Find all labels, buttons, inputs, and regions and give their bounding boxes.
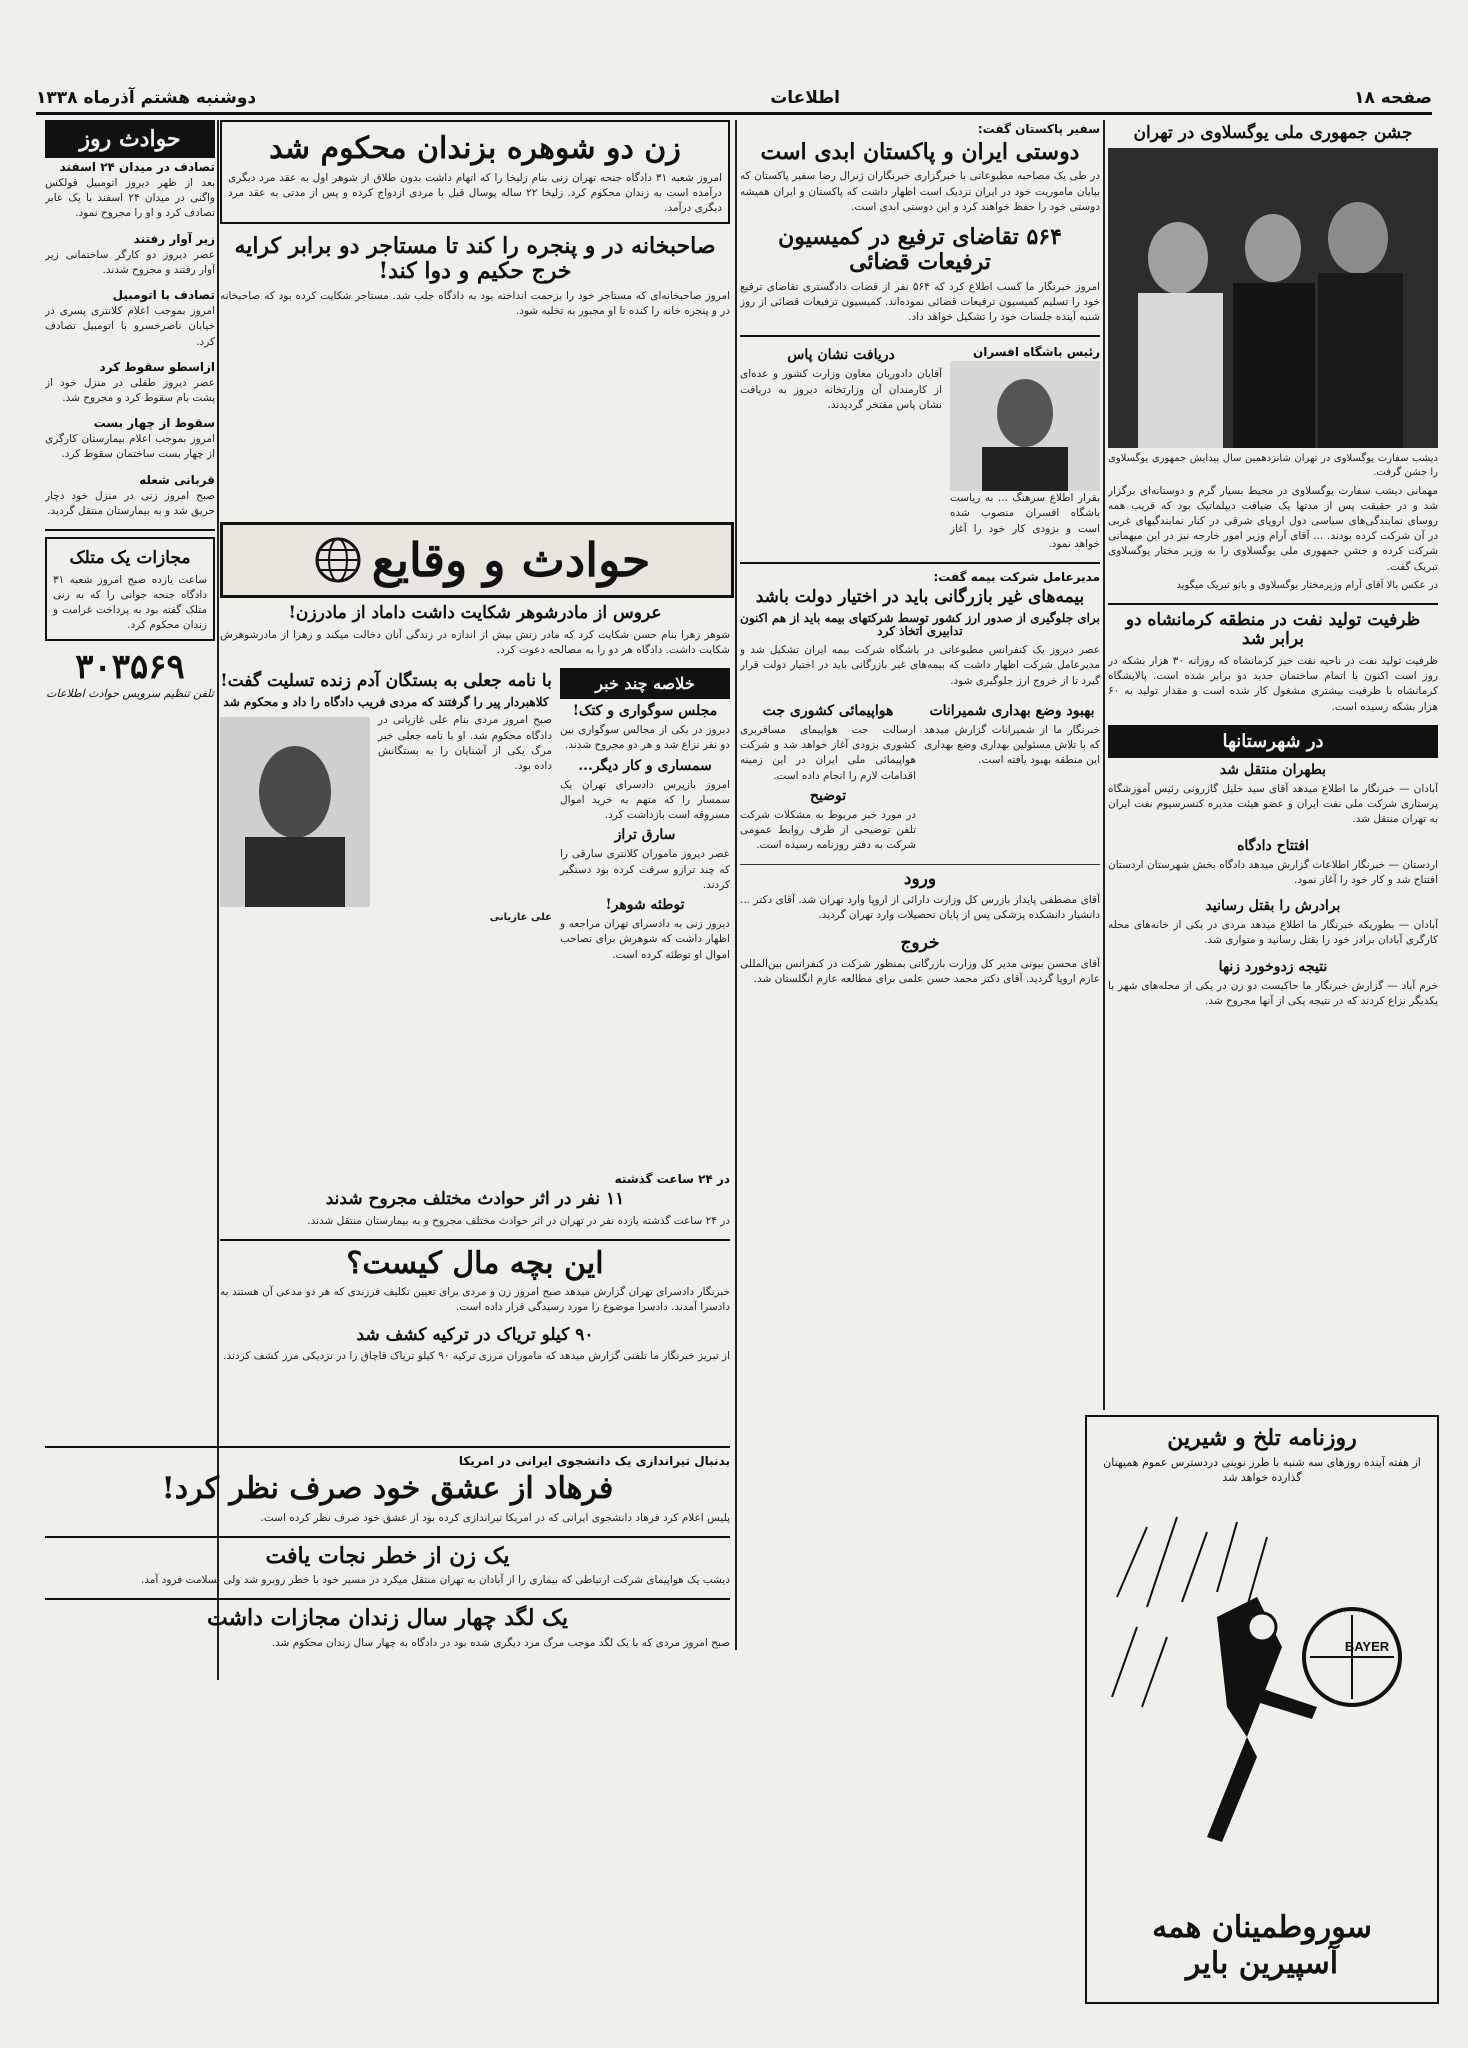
divider: [740, 335, 1100, 337]
story-woman-rescued: [45, 1544, 730, 1589]
headline: این بچه مال کیست؟: [346, 1245, 604, 1281]
headline: بهبود وضع بهداری شمیرانات: [929, 702, 1095, 719]
divider: [740, 562, 1100, 564]
issue-date: دوشنبه هشتم آذرماه ۱۳۳۸: [36, 88, 257, 108]
defendant-photo: [220, 717, 370, 907]
story-body: مهمانی دیشب سفارت یوگسلاوی در محیط بسیار گرم و دوستانه‌ای برگزار شد و در حقیقت پس از مدتها یک ضیافت دیپلماتیک بود که قریب همه روسای نمایندگی‌های سیاسی دول اروپای شرقی در کنار نمایندگیهای غربی در آن شرکت کرده بودند. ... آقای آرام وزیر امور خارجه نیز در این میهمانی شرکت کرده و جشن جمهوری ملی یوگسلاوی را به وزیر مختار یوگسلاوی تبریک گفت.: [1108, 484, 1438, 573]
headline: ۱۱ نفر در اثر حوادث مختلف مجروح شدند: [325, 1189, 625, 1209]
story-accident-square: [45, 160, 215, 222]
headline: ورود: [903, 868, 937, 889]
story-body: شوهر زهرا بنام حسن شکایت کرد که مادر زنش بیش از اندازه در زندگی آنان دخالت میکند و زهرا از مادرشوهرش شکایت داشت. دادگاه هر دو را به مصالحه دعوت کرد.: [220, 628, 730, 656]
story-body: در مورد خبر مربوط به مشکلات شرکت تلفن توضیحی از طرف روابط عمومی شرکت به دفتر روزنامه رسیده است.: [740, 808, 916, 852]
newspaper-name: اطلاعات: [770, 88, 841, 108]
section-label-cities: در شهرستانها: [1108, 725, 1438, 758]
headline: تصادف با اتومبیل: [112, 288, 215, 303]
column-right: [1108, 120, 1438, 1560]
headline: مجلس سوگواری و کتک!: [572, 702, 718, 719]
headline: سقوط از چهار بست: [93, 416, 215, 431]
header-rule: [36, 112, 1432, 115]
story-insurance: [740, 570, 1100, 689]
photo-figures-icon: [1108, 148, 1438, 448]
divider: [740, 864, 1100, 865]
divider: [45, 529, 215, 531]
headline: سمساری و کار دیگر...: [578, 757, 712, 774]
globe-icon: [314, 536, 362, 584]
punishment-box: [45, 537, 215, 641]
story-rubble: [45, 232, 215, 278]
divider: [45, 1446, 730, 1448]
story-car-accident: [45, 288, 215, 350]
headline: سارق تراز: [614, 827, 676, 844]
headline: بطهران منتقل شد: [1219, 761, 1327, 778]
hotline-number: ۳۰۳۵۶۹: [75, 647, 185, 688]
story-court-opening: [1108, 838, 1438, 889]
summary-column: [560, 668, 730, 963]
story-women-fight: [1108, 959, 1438, 1010]
headline: یک لگد چهار سال زندان مجازات داشت: [206, 1605, 568, 1632]
story-body: عصر دیروز ماموران کلانتری سارقی را که چند ترازو سرقت کرده بود دستگیر کردند.: [560, 848, 730, 891]
headline: هواپیمائی کشوری جت: [762, 702, 894, 719]
photo-note: در عکس بالا آقای آرام وزیرمختار یوگسلاوی و بانو تبریک میگوید: [1176, 579, 1438, 591]
story-body: آقای مصطفی پایدار بازرس کل وزارت دارائی از اروپا وارد تهران شد. آقای دکتر ... دانشیار دانشکده پزشکی پس از پایان تحصیلات وارد تهران گردید.: [740, 894, 1100, 922]
officer-photo: [950, 361, 1100, 491]
story-body: عصر دیروز یک کنفرانس مطبوعاتی در باشگاه شرکت بیمه ایران تشکیل شد و مدیرعامل شرکت اظهار داشت که بیمه‌های غیر بازرگانی باید در اختیار دولت قرار گیرد تا از خروج ارز جلوگیری شود.: [740, 644, 1100, 687]
photo-caption: علی غازیانی: [489, 912, 552, 924]
story-body: آقای محسن بیونی مدیر کل وزارت بازرگانی بمنظور شرکت در کنفرانس بین‌المللی عازم اروپا گردید. آقای دکتر محمد حسن علمی برای مطالعه عازم انگلستان شد.: [740, 958, 1100, 986]
bayer-logo-text: BAYER: [1344, 1639, 1390, 1654]
forgery-story: [220, 668, 552, 963]
page-header: [36, 72, 1432, 108]
banner-title: حوادث و وقایع: [371, 533, 651, 587]
story-officers-club: [740, 343, 1100, 552]
headline: توضیح: [809, 787, 847, 804]
story-body: از تبریز خبرنگار ما تلفنی گزارش میدهد که ماموران مرزی ترکیه ۹۰ کیلو تریاک قاچاق را در نزدیکی مرز کشف کردند.: [223, 1350, 730, 1363]
story-body: صبح امروز مردی بنام علی غازیانی در دادگاه محکوم شد. او با نامه جعلی خبر مرگ یکی از آشنایان را به بستگانش داده بود.: [378, 714, 552, 772]
story-kick: [45, 1606, 730, 1651]
section-label-daily: حوادث روز: [45, 120, 215, 158]
story-opium: [220, 1326, 730, 1365]
headline: ۵۶۴ تقاضای ترفیع در کمیسیون ترفیعات قضائی: [778, 223, 1062, 276]
photo-caption: دیشب سفارت یوگسلاوی در تهران شانزدهمین سال پیدایش جمهوری یوگسلاوی را جشن گرفت.: [1108, 452, 1438, 478]
story-transfer: [1108, 762, 1438, 828]
subhead: کلاهبردار پیر را گرفتند که مردی فریب دادگاه را داد و محکوم شد: [223, 694, 549, 709]
headline: خروج: [900, 932, 940, 953]
headline: عروس از مادرشوهر شکایت داشت داماد از مادرزن!: [288, 603, 662, 623]
aspirin-illustration-icon: [1107, 1507, 1417, 1907]
portrait-icon: [950, 361, 1100, 491]
headline: توطئه شوهر!: [605, 897, 685, 914]
column-divider: [1103, 120, 1105, 1410]
reception-photo: [1108, 148, 1438, 448]
story-body: پلیس اعلام کرد فرهاد دانشجوی ایرانی که در امریکا تیراندازی کرده بود از عشق خود صرف نظر کرده است.: [260, 1511, 730, 1524]
section-label-summary: خلاصه چند خبر: [560, 668, 730, 699]
story-body: خرم آباد — گزارش خبرنگار ما حاکیست دو زن در یکی از محله‌های شهر با یکدیگر نزاع کردند که در نتیجه یکی از آنها مجروح شد.: [1108, 979, 1438, 1007]
story-body: بعد از ظهر دیروز اتومبیل فولکس واگنی در میدان ۲۴ اسفند با یک عابر تصادف کرد و او را مجروح نمود.: [45, 177, 215, 220]
headline: زیر آوار رفتند: [133, 231, 215, 246]
headline: ظرفیت تولید نفت در منطقه کرمانشاه دو برابر شد: [1125, 609, 1421, 650]
story-bigamy: [220, 120, 730, 224]
health-block: [924, 699, 1100, 854]
headline: ازاسطو سقوط کرد: [99, 359, 215, 374]
ad-subtitle: از هفته آینده روزهای سه شنبه با طرز نوینی دردسترس عموم همیهنان گذارده خواهد شد: [1103, 1456, 1421, 1485]
column-center-middle: [220, 600, 730, 1160]
kicker: مدیرعامل شرکت بیمه گفت:: [933, 570, 1100, 585]
story-body: در ۲۴ ساعت گذشته یازده نفر در تهران در اثر حوادث مختلف مجروح و به بیمارستان منتقل شدند.: [307, 1214, 730, 1227]
kicker: بدنبال تیراندازی یک دانشجوی ایرانی در امریکا: [458, 1454, 730, 1468]
headline: برادرش را بقتل رسانید: [1205, 898, 1341, 915]
story-row-health-jet: [740, 699, 1100, 854]
column-center-right: [740, 120, 1100, 1650]
officer-photo-block: [950, 343, 1100, 552]
story-body: اردستان — خبرنگار اطلاعات گزارش میدهد دادگاه بخش شهرستان اردستان افتتاح شد و کار خود را آغاز نمود.: [1108, 858, 1438, 886]
ad-slogan: سوروطمینان همه آسپیرین بایر: [1152, 1910, 1372, 1981]
story-fratricide: [1108, 898, 1438, 949]
story-body: صبح امروز مردی که با یک لگد موجب مرگ مرد دیگری شده بود در دادگاه به چهار سال زندان محکوم شد.: [271, 1636, 730, 1649]
headline: فرهاد از عشق خود صرف نظر کرد!: [161, 1471, 614, 1506]
story-body: دیروز زنی به دادسرای تهران مراجعه و اظهار داشت که شوهرش برای تصاحب اموال او توطئه کرده است.: [560, 918, 730, 961]
story-flame-victim: [45, 473, 215, 519]
story-body: آبادان — بطوریکه خبرنگار ما اطلاع میدهد مردی در یکی از خانه‌های محله کارگری آبادان برادر خود را بقتل رسانید و متواری شد.: [1108, 919, 1438, 947]
headline: یک زن از خطر نجات یافت: [265, 1542, 510, 1569]
column-divider: [735, 120, 737, 1650]
story-arrivals: [740, 870, 1100, 924]
headline: تصادف در میدان ۲۴ اسفند: [59, 160, 215, 174]
section-label-punishment: مجازات یک متلک: [69, 548, 191, 569]
story-body: آقایان دادوریان معاون وزارت کشور و عده‌ای از کارمندان آن وزارتخانه دیروز به دریافت نشان پاس مفتخر گردیدند.: [740, 368, 942, 411]
story-body: دیروز در یکی از مجالس سوگواری بین دو نفر نزاع شد و هر دو مجروح شدند.: [560, 724, 730, 752]
story-body: خبرنگار دادسرای تهران گزارش میدهد صبح امروز زن و مردی برای تعیین تکلیف فرزندی که هر دو مدعی آن هستند به دادسرا آمدند. دادسرا موضوع را مورد رسیدگی قرار داده است.: [220, 1286, 730, 1314]
story-body: امروز بموجب اعلام کلانتری پسری در خیابان ناصرخسرو با اتومبیل تصادف کرد.: [45, 305, 215, 348]
story-roof-fall: [45, 360, 215, 406]
story-body: دیشب یک هواپیمای شرکت ارتباطی که بیماری را از آبادان به تهران منتقل میکرد در مسیر خود با خطر روبرو شد ولی بسلامت فرود آمد.: [140, 1574, 730, 1587]
pass-medal-block: [740, 343, 942, 552]
summary-row: [220, 668, 730, 963]
story-pakistan: [740, 122, 1100, 215]
story-body: امروز خبرنگار ما کسب اطلاع کرد که ۵۶۴ نفر از قضات دادگستری تقاضای ترفیع خود را تسلیم کمیسیون ترفیعات قضائی نموده‌اند. کمیسیون ترفیعات قضائی از روز شنبه آینده جلسات خود را تشکیل خواهد داد.: [740, 280, 1100, 323]
story-farhad: [45, 1454, 730, 1526]
story-whose-child: [220, 1247, 730, 1316]
story-body: خبرنگار ما از شمیرانات گزارش میدهد که با تلاش مسئولین بهداری وضع بهداری این منطقه بهبود یافته است.: [924, 723, 1100, 767]
story-body: عصر دیروز دو کارگر ساختمانی زیر آوار رفتند و مجروح شدند.: [45, 248, 215, 276]
story-departures: [740, 934, 1100, 988]
story-inlaws: [220, 604, 730, 658]
story-body: امروز بموجب اعلام بیمارستان کارگری از چهار بست ساختمان سقوط کرد.: [45, 433, 215, 461]
story-scaffold-fall: [45, 416, 215, 462]
story-injured: [220, 1172, 730, 1229]
lower-left-block: [45, 1440, 730, 2020]
subhead: برای جلوگیری از صدور ارز کشور توسط شرکتهای بیمه باید از هم اکنون تدابیری اتخاذ کرد: [740, 610, 1100, 639]
kicker: در ۲۴ ساعت گذشته: [614, 1172, 730, 1186]
story-landlord: [220, 234, 730, 319]
headline: صاحبخانه در و پنجره را کند تا مستاجر دو برابر کرایه خرج حکیم و دوا کند!: [234, 233, 716, 285]
story-body: بقرار اطلاع سرهنگ ... به ریاست باشگاه افسران منصوب شده است و بزودی کار خود را آغاز خواهد نمود.: [950, 492, 1100, 550]
page-number: صفحه ۱۸: [1354, 88, 1432, 108]
section-banner: [220, 522, 734, 598]
column-left: [45, 120, 215, 1430]
headline: با نامه جعلی به بستگان آدم زنده تسلیت گفت!: [220, 670, 552, 691]
portrait-icon: [220, 717, 370, 907]
headline: افتتاح دادگاه: [1237, 837, 1309, 854]
divider: [1108, 603, 1438, 605]
story-body: امروز بازپرس دادسرای تهران یک سمسار را که متهم به خرید اموال مسروقه است بازداشت کرد.: [560, 778, 730, 822]
jet-block: [740, 699, 916, 854]
story-body: ارسالت جت هواپیمای مسافربری کشوری بزودی آغاز خواهد شد و شرکت هواپیمائی ملی ایران در این زمینه اقدامات لازم را انجام داده است.: [740, 723, 916, 782]
story-body: امروز شعبه ۳۱ دادگاه جنحه تهران زنی بنام زلیخا را که اتهام داشت بدون طلاق از شوهر اول به عقد مرد دیگری درآمده است به زندان محکوم کرد. زلیخا ۲۲ ساله پوسال قبل با مردی ازدواج کرده و پس از مدتی به عقد مرد دیگری درآمد.: [228, 171, 723, 214]
story-body: در طی یک مصاحبه مطبوعاتی با خبرگزاری خبرنگاران ژنرال رضا سفیر پاکستان که بپایان ماموریت خود در ایران نزدیک است اظهار داشت که پاکستان و ایران همیشه دوستی خود را حفظ خواهند کرد و این دوستی ابدی است.: [740, 170, 1100, 213]
story-body: صبح امروز زنی در منزل خود دچار حریق شد و به بیمارستان منتقل گردید.: [45, 489, 215, 517]
story-body: عصر دیروز طفلی در منزل خود از پشت بام سقوط کرد و مجروح شد.: [45, 376, 215, 404]
headline: جشن جمهوری ملی یوگسلاوی در تهران: [1133, 123, 1413, 143]
ad-title: روزنامه تلخ و شیرین: [1167, 1425, 1357, 1451]
headline: دوستی ایران و پاکستان ابدی است: [760, 139, 1080, 165]
headline: قربانی شعله: [139, 472, 215, 487]
headline: ۹۰ کیلو تریاک در ترکیه کشف شد: [356, 1324, 594, 1345]
story-judicial-promotions: [740, 225, 1100, 325]
divider: [45, 1598, 730, 1600]
hotline-note: تلفن تنظیم سرویس حوادث اطلاعات: [46, 687, 214, 701]
divider: [220, 1239, 730, 1241]
story-body: ساعت یازده صبح امروز شعبه ۳۱ دادگاه جنحه جوانی را که به زنی متلک گفته بود به پرداخت غرامت و زندان محکوم کرد.: [53, 573, 207, 632]
headline: دریافت نشان پاس: [787, 347, 895, 364]
bayer-advertisement: [1085, 1415, 1439, 2004]
headline: زن دو شوهره بزندان محکوم شد: [269, 131, 681, 166]
kicker: رئیس باشگاه افسران: [972, 345, 1100, 360]
story-kermanshah-oil: [1108, 611, 1438, 715]
divider: [45, 1536, 730, 1538]
story-body: آبادان — خبرنگار ما اطلاع میدهد آقای سید خلیل گازرونی رئیس آموزشگاه پرستاری شرکت ملی نفت ایران و عضو هیئت مدیره کنسرسیوم نفت ایران به تهران منتقل شد.: [1108, 782, 1438, 826]
headline: نتیجه زدوخورد زنها: [1218, 958, 1328, 975]
story-body: امروز صاحبخانه‌ای که مستاجر خود را بزحمت انداخته بود به دادگاه جلب شد. مستاجر شکایت کرده بود که صاحبخانه در و پنجره خانه را کنده تا او مجبور به تخلیه شود.: [220, 289, 730, 317]
headline: بیمه‌های غیر بازرگانی باید در اختیار دولت باشد: [755, 587, 1085, 608]
column-center-top: [220, 120, 730, 520]
story-body: ظرفیت تولید نفت در ناحیه نفت خیز کرمانشاه که روزانه ۳۰ هزار بشکه در روز است اکنون با اتمام ساختمان جدید دو برابر شده است. پالایشگاه کرمانشاه با ظرفیت بیشتری مشغول کار شده است و مقدار تولید به ۶۰ هزار بشکه رسیده است.: [1108, 654, 1438, 713]
story-yugoslavia: [1108, 124, 1438, 593]
kicker: سفیر پاکستان گفت:: [977, 122, 1100, 136]
